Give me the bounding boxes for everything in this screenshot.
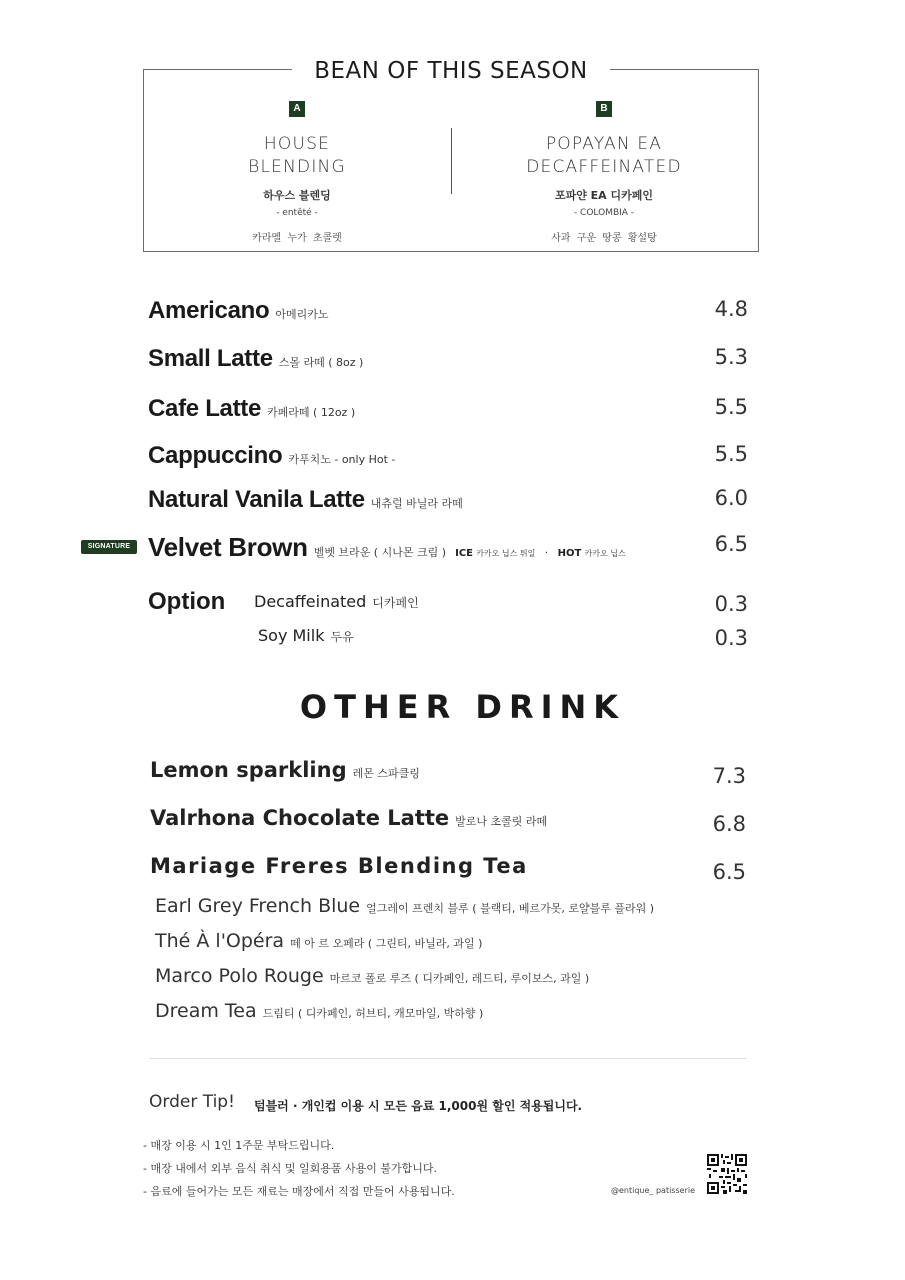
tea-name: Earl Grey French Blue — [155, 895, 361, 917]
option-label: Option — [148, 588, 226, 615]
item-name: Lemon sparkling — [150, 758, 347, 782]
item-name-kr: 레몬 스파클링 — [352, 767, 420, 780]
item-price: 4.8 — [714, 297, 748, 321]
tea-name-kr: 마르코 폴로 루즈 ( 디카페인, 레드티, 루이보스, 과일 ) — [329, 972, 590, 985]
item-name: Americano — [148, 297, 270, 324]
signature-badge: SIGNATURE — [81, 540, 137, 554]
bean-name-a: HOUSE BLENDING — [248, 134, 346, 177]
item-price: 6.0 — [714, 486, 748, 510]
item-name: Mariage Freres Blending Tea — [150, 854, 528, 878]
option-name: Soy Milk — [258, 626, 325, 645]
item-price: 6.5 — [712, 860, 746, 884]
footer-note: - 매장 내에서 외부 음식 취식 및 일회용품 사용이 불가합니다. — [143, 1162, 437, 1175]
option-decaffeinated — [254, 592, 748, 616]
menu-item-cappuccino — [148, 442, 748, 478]
tea-earl-grey-french-blue — [155, 895, 751, 931]
menu-item-cafe-latte — [148, 395, 748, 431]
option-price: 0.3 — [714, 626, 748, 650]
item-name: Natural Vanila Latte — [148, 486, 365, 513]
bean-origin-a: - entêté - — [276, 208, 318, 218]
qr-code-icon[interactable] — [707, 1154, 747, 1194]
menu-item-mariage-freres-tea — [150, 854, 746, 890]
menu-item-lemon-sparkling — [150, 758, 746, 794]
bean-badge-b: B — [596, 101, 612, 117]
item-name-kr: 카푸치노 - only Hot - — [288, 453, 396, 466]
item-price: 6.5 — [714, 532, 748, 556]
bean-option-a — [147, 96, 447, 244]
hot-desc: 카카오 닙스 — [584, 549, 626, 558]
bean-origin-b: - COLOMBIA - — [573, 208, 635, 218]
item-price: 5.3 — [714, 345, 748, 369]
item-price: 6.8 — [712, 812, 746, 836]
divider-rule — [149, 1058, 747, 1059]
tea-the-a-lopera — [155, 930, 751, 966]
option-price: 0.3 — [714, 592, 748, 616]
order-tip-label: Order Tip! — [149, 1092, 235, 1112]
tea-marco-polo-rouge — [155, 965, 751, 1001]
item-name: Velvet Brown — [148, 532, 308, 562]
separator-dot: · — [544, 548, 549, 559]
ice-desc: 카카오 닙스 튀일 — [476, 549, 536, 558]
option-name-kr: 두유 — [330, 630, 354, 644]
bean-name-kr-b: 포파얀 EA 디카페인 — [554, 189, 654, 202]
bean-notes-a: 카라멜 누가 초콜렛 — [252, 233, 342, 244]
bean-badge-a: A — [289, 101, 305, 117]
item-name: Small Latte — [148, 345, 273, 372]
tea-name-kr: 얼그레이 프렌치 블루 ( 블랙티, 베르가못, 로얄블루 플라워 ) — [366, 902, 655, 915]
bean-name-b: POPAYAN EA DECAFFEINATED — [526, 134, 682, 177]
bean-title-wrap — [292, 55, 610, 87]
item-name-kr: 스몰 라떼 ( 8oz ) — [278, 356, 364, 369]
tea-name: Marco Polo Rouge — [155, 965, 324, 987]
item-name-kr: 카페라떼 ( 12oz ) — [267, 406, 356, 419]
item-name: Cafe Latte — [148, 395, 262, 422]
item-price: 5.5 — [714, 395, 748, 419]
item-price: 5.5 — [714, 442, 748, 466]
bean-title: BEAN OF THIS SEASON — [314, 58, 588, 84]
menu-item-valrhona-chocolate-latte — [150, 806, 746, 842]
menu-item-velvet-brown — [148, 532, 748, 568]
velvet-ice-hot-detail — [455, 548, 626, 559]
footer-note: - 음료에 들어가는 모든 재료는 매장에서 직접 만들어 사용됩니다. — [143, 1185, 455, 1198]
instagram-handle: @entique_ patisserie — [611, 1186, 695, 1195]
option-name: Decaffeinated — [254, 592, 367, 611]
ice-label: ICE — [455, 548, 473, 559]
other-drink-title: OTHER DRINK — [299, 688, 626, 726]
item-name-kr: 아메리카노 — [275, 308, 329, 321]
bean-name-kr-a: 하우스 블렌딩 — [263, 189, 331, 202]
bean-option-b — [454, 96, 754, 244]
item-price: 7.3 — [712, 764, 746, 788]
tea-name-kr: 드림티 ( 디카페인, 허브티, 캐모마일, 박하향 ) — [262, 1007, 484, 1020]
order-tip-text: 텀블러 · 개인컵 이용 시 모든 음료 1,000원 할인 적용됩니다. — [254, 1099, 583, 1113]
item-name-kr: 벨벳 브라운 ( 시나몬 크림 ) — [313, 546, 447, 559]
bean-divider — [451, 128, 452, 194]
footer-note: - 매장 이용 시 1인 1주문 부탁드립니다. — [143, 1139, 335, 1152]
item-name: Valrhona Chocolate Latte — [150, 806, 450, 830]
tea-name-kr: 떼 아 르 오페라 ( 그린티, 바닐라, 과일 ) — [290, 937, 483, 950]
menu-item-natural-vanila-latte — [148, 486, 748, 522]
tea-dream-tea — [155, 1000, 751, 1036]
tea-name: Thé À l'Opéra — [155, 930, 285, 952]
tea-name: Dream Tea — [155, 1000, 257, 1022]
bean-notes-b: 사과 구운 땅콩 황설탕 — [551, 233, 657, 244]
item-name-kr: 내츄럴 바닐라 라떼 — [370, 497, 463, 510]
menu-item-americano — [148, 297, 748, 333]
option-soy-milk — [258, 626, 748, 650]
menu-item-small-latte — [148, 345, 748, 381]
item-name-kr: 발로나 초콜릿 라떼 — [455, 815, 548, 828]
item-name: Cappuccino — [148, 442, 283, 469]
option-name-kr: 디카페인 — [372, 596, 419, 610]
hot-label: HOT — [557, 548, 582, 559]
